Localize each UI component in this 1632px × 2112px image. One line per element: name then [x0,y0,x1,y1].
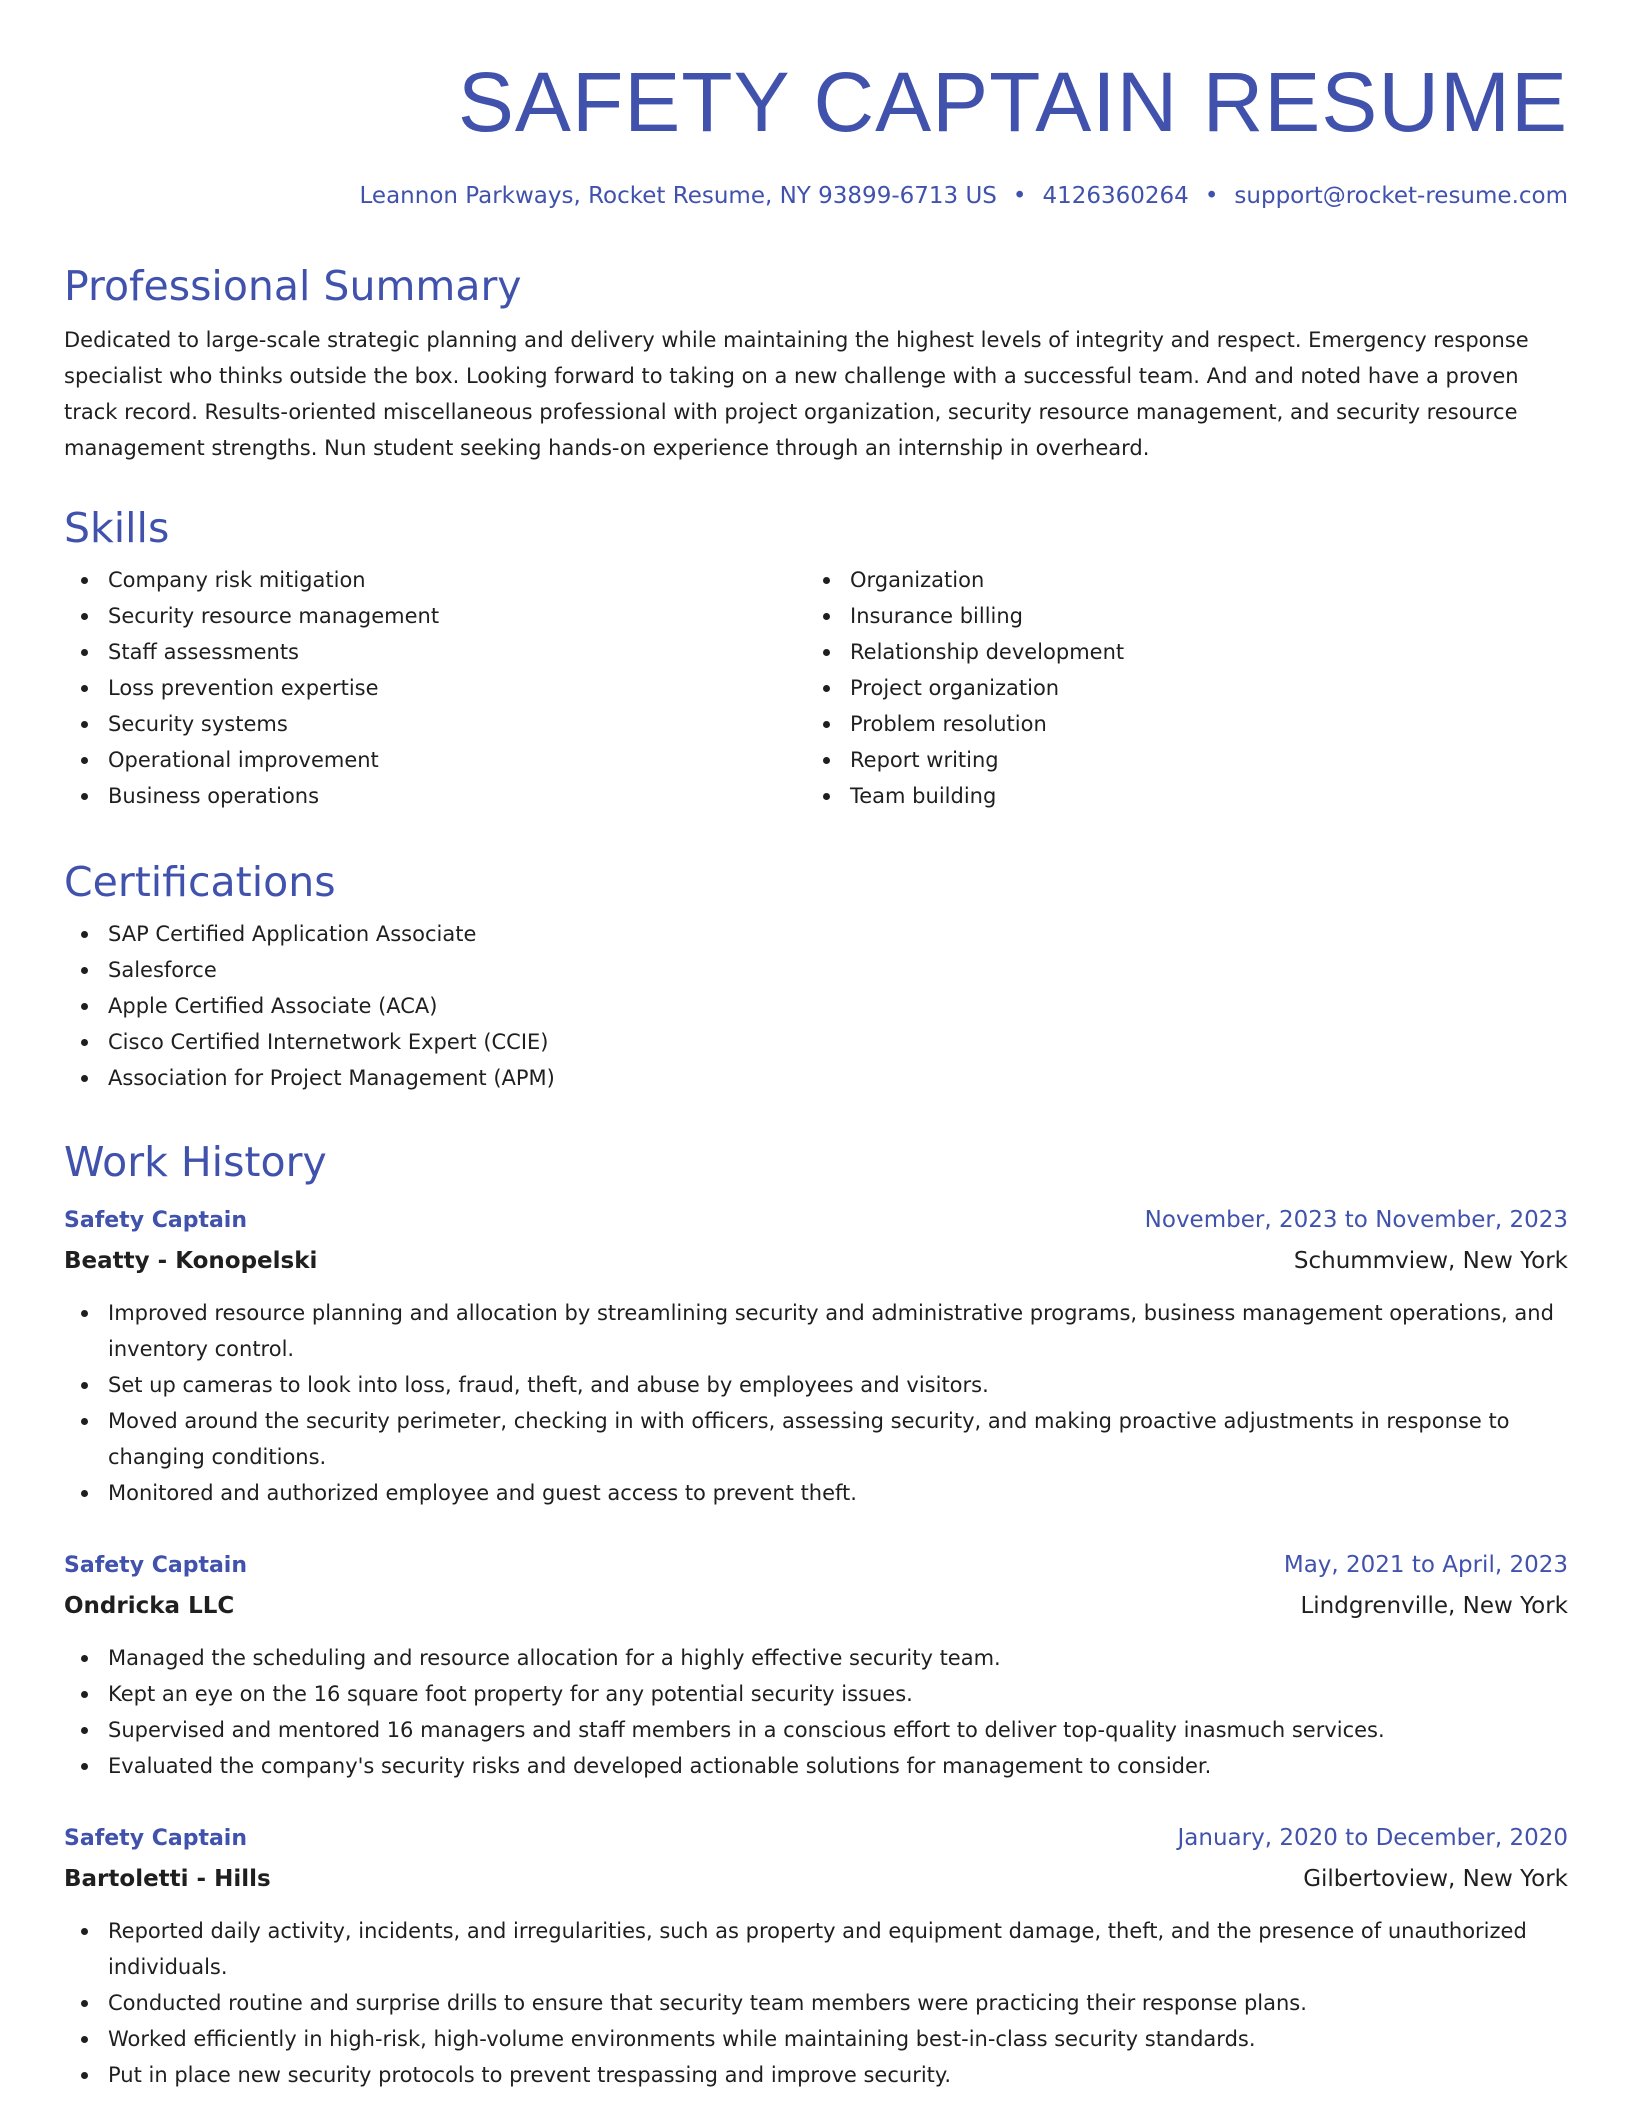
summary-heading: Professional Summary [64,262,522,310]
job-title: Safety Captain [64,1208,248,1233]
contact-phone: 4126360264 [1042,183,1189,209]
job-location: Schummview, New York [1293,1248,1568,1274]
certification-item: SAP Certified Application Associate [64,916,1568,952]
job-bullet: Evaluated the company's security risks and developed actionable solutions for management to consider. [64,1748,1568,1784]
job-location: Lindgrenville, New York [1300,1593,1568,1619]
skill-item: Company risk mitigation [64,562,806,598]
skill-item: Organization [806,562,1548,598]
certification-item: Salesforce [64,952,1568,988]
job-bullet: Put in place new security protocols to prevent trespassing and improve security. [64,2057,1568,2093]
work-history-section [64,1136,1568,2093]
contact-email[interactable]: support@rocket-resume.com [1234,183,1568,209]
certification-item: Cisco Certified Internetwork Expert (CCIE) [64,1024,1568,1060]
job-bullet-list [64,1295,1568,1511]
skill-item: Project organization [806,670,1548,706]
job-bullet-list [64,1913,1568,2093]
job-bullet: Monitored and authorized employee and guest access to prevent theft. [64,1475,1568,1511]
contact-line [360,181,1568,211]
contact-separator: • [1012,183,1027,209]
job-company: Ondricka LLC [64,1593,235,1619]
certifications-list [64,916,1568,1096]
skill-item: Problem resolution [806,706,1548,742]
job-bullet: Set up cameras to look into loss, fraud, theft, and abuse by employees and visitors. [64,1367,1568,1403]
skills-section [64,502,1568,814]
resume-page [64,0,1568,2087]
summary-text: Dedicated to large-scale strategic planning and delivery while maintaining the highest levels of integrity and respect. Emergency response specialist who thinks outside the box. Looking forward to taking on a new challenge with a successful team. And and noted have a proven track record. Results-oriented miscellaneous professional with project organization, security resource management, and security resource management strengths. Nun student seeking hands-on experience through an internship in overheard. [64,328,1529,460]
skill-item: Security systems [64,706,806,742]
skill-item: Security resource management [64,598,806,634]
job-title: Safety Captain [64,1553,248,1578]
job-company: Beatty - Konopelski [64,1248,318,1274]
job-dates: November, 2023 to November, 2023 [1144,1207,1568,1233]
certification-item: Association for Project Management (APM) [64,1060,1568,1096]
job-bullet: Conducted routine and surprise drills to ensure that security team members were practicing their response plans. [64,1985,1568,2021]
job-entry [64,1820,1568,2093]
job-location: Gilbertoview, New York [1303,1866,1568,1892]
job-bullet: Reported daily activity, incidents, and irregularities, such as property and equipment damage, theft, and the presence of unauthorized individuals. [64,1913,1568,1985]
skill-item: Insurance billing [806,598,1548,634]
skills-list-right [806,562,1548,814]
skill-item: Business operations [64,778,806,814]
skill-item: Relationship development [806,634,1548,670]
resume-title: SAFETY CAPTAIN RESUME [457,55,1568,149]
job-bullet: Worked efficiently in high-risk, high-volume environments while maintaining best-in-class security standards. [64,2021,1568,2057]
job-entry [64,1202,1568,1511]
certifications-heading: Certifications [64,858,336,906]
job-dates: January, 2020 to December, 2020 [1177,1825,1568,1851]
skill-item: Report writing [806,742,1548,778]
work-history-heading: Work History [64,1138,327,1186]
job-company: Bartoletti - Hills [64,1866,271,1892]
skill-item: Loss prevention expertise [64,670,806,706]
skill-item: Operational improvement [64,742,806,778]
job-bullet: Improved resource planning and allocation by streamlining security and administrative programs, business management operations, and inventory control. [64,1295,1568,1367]
job-entry [64,1547,1568,1784]
job-bullet: Moved around the security perimeter, checking in with officers, assessing security, and making proactive adjustments in response to changing conditions. [64,1403,1568,1475]
job-bullet-list [64,1640,1568,1784]
job-title: Safety Captain [64,1826,248,1851]
skills-list-left [64,562,806,814]
skill-item: Team building [806,778,1548,814]
job-dates: May, 2021 to April, 2023 [1283,1552,1568,1578]
certifications-section [64,856,1568,1096]
skill-item: Staff assessments [64,634,806,670]
contact-separator: • [1204,183,1219,209]
job-list [64,1202,1568,2093]
summary-section [64,260,1568,466]
job-bullet: Kept an eye on the 16 square foot property for any potential security issues. [64,1676,1568,1712]
contact-address: Leannon Parkways, Rocket Resume, NY 93899-6713 US [359,183,997,209]
certification-item: Apple Certified Associate (ACA) [64,988,1568,1024]
job-bullet: Supervised and mentored 16 managers and staff members in a conscious effort to deliver top-quality inasmuch services. [64,1712,1568,1748]
skills-heading: Skills [64,504,170,552]
job-bullet: Managed the scheduling and resource allocation for a highly effective security team. [64,1640,1568,1676]
